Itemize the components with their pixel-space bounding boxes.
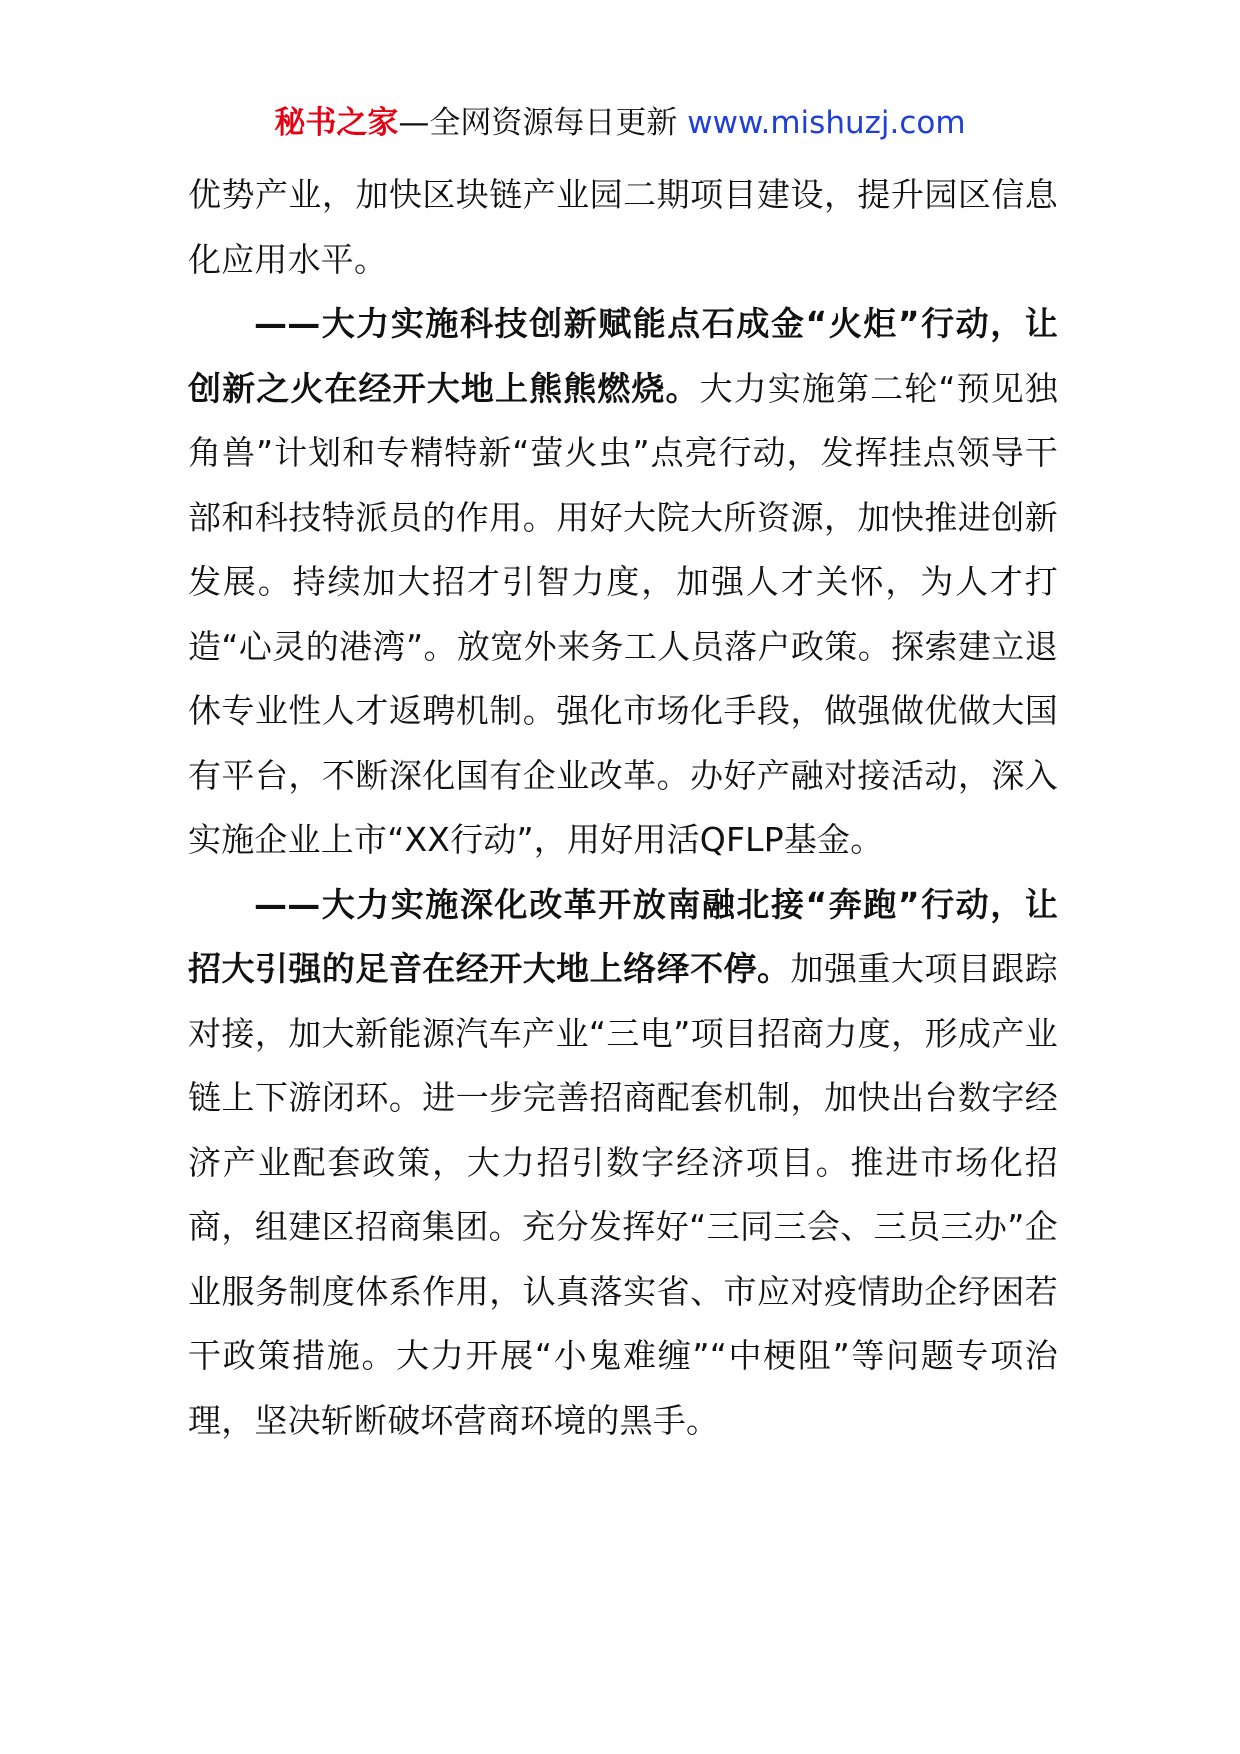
section-heading-reform: ——大力实施深化改革开放南融北接“奔跑”行动，让招大引强的足音在经开大地上络绎不停。 — [188, 884, 1058, 988]
paragraph-text: 优势产业，加快区块链产业园二期项目建设，提升园区信息化应用水平。 — [188, 175, 1058, 279]
paragraph-continuation — [188, 163, 1058, 292]
paragraph-text: 加强重大项目跟踪对接，加大新能源汽车产业“三电”项目招商力度，形成产业链上下游闭环。进一步完善招商配套机制，加快出台数字经济产业配套政策，大力招引数字经济项目。推进市场化招商，组建区招商集团。充分发挥好“三同三会、三员三办”企业服务制度体系作用，认真落实省、市应对疫情助企纾困若干政策措施。大力开展“小鬼难缠”“中梗阻”等问题专项治理，坚决斩断破坏营商环境的黑手。 — [188, 949, 1058, 1440]
paragraph-text: 大力实施第二轮“预见独角兽”计划和专精特新“萤火虫”点亮行动，发挥挂点领导干部和科技特派员的作用。用好大院大所资源，加快推进创新发展。持续加大招才引智力度，加强人才关怀，为人才打造“心灵的港湾”。放宽外来务工人员落户政策。探索建立退休专业性人才返聘机制。强化市场化手段，做强做优做大国有平台，不断深化国有企业改革。办好产融对接活动，深入实施企业上市“XX行动”，用好用活QFLP基金。 — [188, 368, 1059, 859]
header-tagline: —全网资源每日更新 — [398, 105, 678, 141]
site-url-link[interactable]: www.mishuzj.com — [687, 105, 966, 141]
document-body — [188, 163, 1058, 1453]
section-heading-innovation: ——大力实施科技创新赋能点石成金“火炬”行动，让创新之火在经开大地上熊熊燃烧。 — [188, 304, 1058, 408]
paragraph-reform — [188, 873, 1058, 1454]
brand-name: 秘书之家 — [274, 105, 399, 141]
paragraph-innovation — [188, 292, 1058, 873]
site-header — [0, 101, 1240, 145]
